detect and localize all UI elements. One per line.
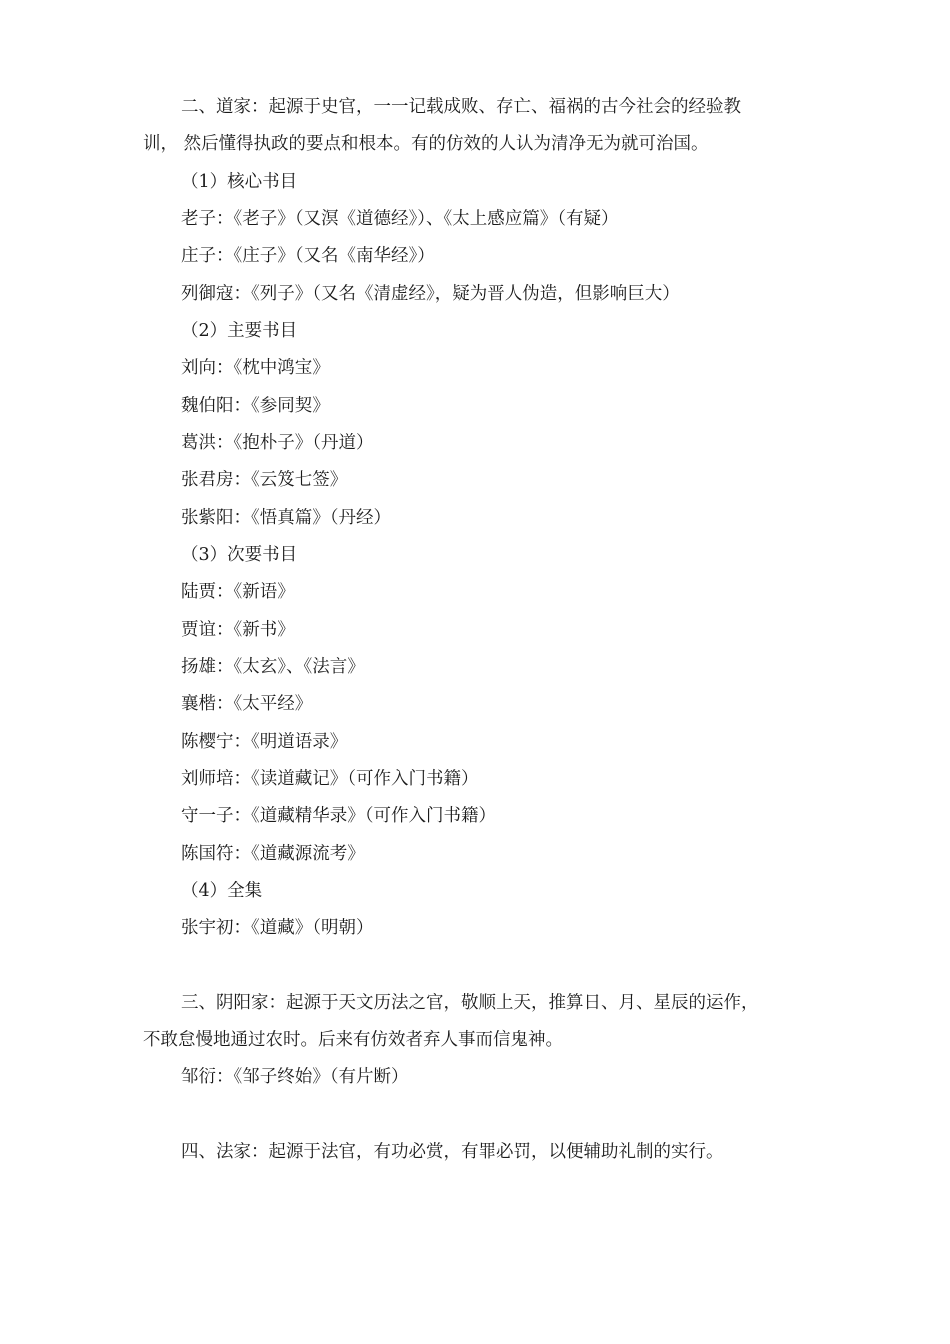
book-list-item: 贾谊：《新书》 [181,620,295,640]
book-list-item: 襄楷：《太平经》 [181,694,313,714]
section-heading-yinyang-line2: 不敢怠慢地通过农时。后来有仿效者弃人事而信鬼神。 [143,1030,563,1050]
book-list-item: 张宇初：《道藏》（明朝） [181,918,374,938]
book-list-item: 张紫阳：《悟真篇》（丹经） [181,508,391,528]
book-list-item: 守一子：《道藏精华录》（可作入门书籍） [181,806,496,826]
subsection-title-complete: （4）全集 [181,881,263,901]
book-list-item: 陈国符：《道藏源流考》 [181,844,365,864]
book-list-item: 列御寇：《列子》（又名《清虚经》，疑为晋人伪造，但影响巨大） [181,284,680,304]
subsection-title-main: （2）主要书目 [181,321,298,341]
book-list-item: 刘向：《枕中鸿宝》 [181,358,330,378]
book-list-item: 扬雄：《太玄》、《法言》 [181,657,365,677]
subsection-title-core: （1）核心书目 [181,172,298,192]
section-heading-daoism-line1: 二、道家：起源于史官，一一记载成败、存亡、福祸的古今社会的经验教 [181,97,741,117]
book-list-item: 老子：《老子》（又溟《道德经》）、《太上感应篇》（有疑） [181,209,619,229]
book-list-item: 刘师培：《读道藏记》（可作入门书籍） [181,769,479,789]
section-heading-legalism: 四、法家：起源于法官，有功必赏，有罪必罚，以便辅助礼制的实行。 [181,1142,724,1162]
book-list-item: 邹衍：《邹子终始》（有片断） [181,1067,409,1087]
book-list-item: 魏伯阳：《参同契》 [181,396,330,416]
subsection-title-secondary: （3）次要书目 [181,545,298,565]
section-heading-daoism-line2: 训， 然后懂得执政的要点和根本。有的仿效的人认为清净无为就可治国。 [143,134,709,154]
section-heading-yinyang-line1: 三、阴阳家：起源于天文历法之官，敬顺上天，推算日、月、星辰的运作， [181,993,759,1013]
book-list-item: 陆贾：《新语》 [181,582,295,602]
book-list-item: 张君房：《云笈七签》 [181,470,348,490]
book-list-item: 葛洪：《抱朴子》（丹道） [181,433,374,453]
book-list-item: 陈樱宁：《明道语录》 [181,732,348,752]
book-list-item: 庄子：《庄子》（又名《南华经》） [181,246,435,266]
